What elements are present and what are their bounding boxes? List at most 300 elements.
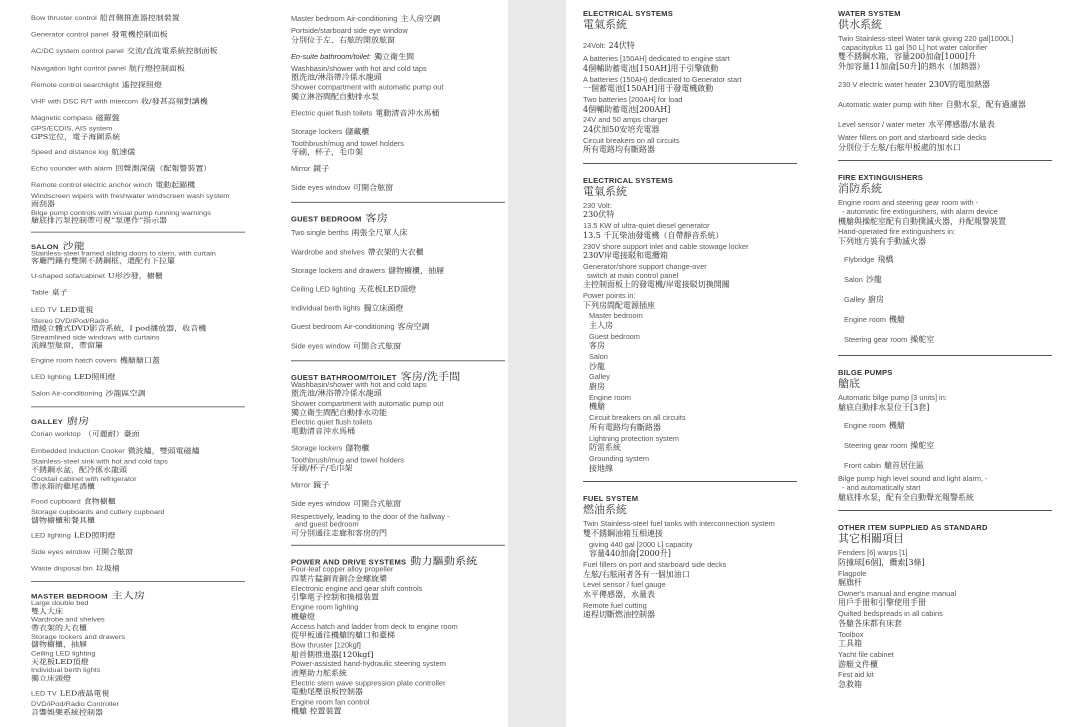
spec-item-zh: 環繞立體式DVD影音系統，I pod播放器，收音機 — [31, 324, 207, 333]
spec-item-en: Side eyes window — [31, 547, 91, 556]
spec-item — [291, 280, 513, 297]
spec-item-en: Remote control electric anchor winch — [31, 181, 153, 189]
spec-item — [31, 93, 253, 108]
spec-item-zh: 儲物櫥櫃，抽屜 — [388, 266, 445, 275]
spec-item — [291, 661, 513, 678]
spec-item-en: Waste disposal bin — [31, 564, 93, 572]
spec-item — [291, 103, 513, 120]
spec-item — [31, 9, 253, 24]
section-title-zh: 供水系統 — [838, 18, 882, 31]
section-title-zh: 沙龍 — [62, 240, 85, 252]
spec-item — [291, 47, 513, 64]
spec-item — [291, 9, 513, 26]
spec-item-en: U-shaped sofa/cabinet — [31, 272, 105, 280]
spec-item-en: Cocktail cabinet with refrigerator — [31, 474, 137, 483]
section-title: FIRE EXTINGUISHERS — [838, 173, 924, 183]
section-divider — [583, 481, 797, 482]
spec-item — [31, 493, 253, 508]
spec-item — [838, 249, 1060, 267]
spec-item — [291, 381, 513, 398]
spec-item — [838, 455, 1060, 473]
spec-item-zh: 容量440加侖[2000升] — [589, 549, 671, 559]
spec-item — [583, 602, 805, 620]
spec-item-en: Engine room fan control — [291, 697, 370, 707]
spec-item-en: Water fillers on port and starboard side decks — [838, 133, 987, 143]
spec-item-zh: 液壓助力舵系統 — [291, 668, 347, 678]
spec-item-zh: 主人房 — [589, 320, 613, 330]
spec-item-zh: 13.5 千瓦柴油發電機（自帶靜音系統） — [583, 230, 724, 240]
section-title: ELECTRICAL SYSTEMS — [583, 9, 673, 18]
spec-item — [583, 222, 805, 240]
spec-item-en: 24Volt: — [583, 41, 606, 50]
section-divider — [31, 406, 245, 407]
spec-item-en: 24V and 50 amps charger — [583, 115, 669, 125]
spec-item-zh: 左舷/右舷兩者各有一個加油口 — [583, 569, 690, 579]
spec-item — [291, 642, 513, 659]
spec-item-en: Washbasin/shower with hot and cold taps — [291, 64, 427, 73]
section-heading — [838, 368, 1060, 377]
spec-item-zh: 操舵室 — [910, 440, 935, 450]
section-title-zh: 艙底 — [838, 377, 860, 391]
spec-item — [291, 84, 513, 101]
section-divider — [31, 232, 245, 233]
spec-item-en: Side eyes window — [291, 341, 351, 350]
spec-item-zh: 回聲測深儀（配報警裝置） — [115, 164, 212, 173]
section-title: ELECTRICAL SYSTEMS — [583, 175, 673, 185]
spec-item — [291, 28, 513, 45]
spec-item-en: Corian worktop — [31, 430, 81, 438]
spec-item — [31, 509, 253, 524]
spec-item-en: Master bedroom Air-conditioning — [291, 14, 398, 23]
spec-item-zh: 儲物櫥櫃和餐具櫃 — [31, 516, 95, 524]
spec-item-zh: 電動起錨機 — [155, 181, 196, 189]
column-2 — [291, 9, 513, 723]
spec-item — [838, 329, 1060, 347]
spec-item — [583, 312, 805, 330]
spec-item — [583, 541, 805, 559]
spec-item-en: Front cabin — [844, 461, 881, 471]
spec-item-en: Embedded Induction Cooker — [31, 447, 125, 455]
spec-item-en: Steering gear room — [844, 335, 908, 345]
section-title: FUEL SYSTEM — [583, 494, 639, 504]
spec-section — [31, 592, 253, 716]
spec-item-zh: LED照明燈 — [73, 373, 116, 381]
spec-item-zh: 儲物櫃 — [345, 443, 370, 452]
spec-section — [31, 417, 253, 574]
spec-item-zh: （可麗耐）臺面 — [83, 430, 140, 438]
section-heading — [583, 494, 805, 503]
spec-item-zh: 沙龍 — [589, 361, 605, 371]
spec-item-zh: 機艙艙口蓋 — [119, 356, 160, 364]
spec-item — [31, 318, 253, 333]
spec-item-en: Windscreen wipers with freshwater windscreen wash system — [31, 192, 230, 200]
spec-item-zh: 4個輔助蓄電池[150AH]用于引擎啟動 — [583, 63, 719, 73]
spec-item-en: Magnetic compass — [31, 114, 93, 122]
spec-item — [31, 526, 253, 541]
spec-item-en: En-suite bathroom/toilet: — [291, 52, 372, 61]
spec-section — [583, 494, 805, 620]
spec-item-en: AC/DC system control panel — [31, 47, 124, 55]
spec-item — [31, 109, 253, 124]
spec-item-en: Large double bed — [31, 599, 89, 607]
spec-item-en-cont: switch at main control panel — [587, 270, 679, 280]
spec-item-en: Generator control panel — [31, 30, 109, 39]
spec-item — [838, 94, 1060, 112]
spec-item-en: Toolbox — [838, 629, 864, 639]
spec-item-en: Stereo DVD/iPod/Radio — [31, 316, 109, 325]
section-heading — [838, 9, 1060, 18]
spec-item-zh: 帶衣架的大衣櫃 — [31, 624, 87, 632]
spec-item-zh: 艙底排污泵控制帶可視“泵運作”指示器 — [31, 217, 168, 225]
spec-item — [838, 289, 1060, 307]
spec-item-en: Food cupboard — [31, 497, 81, 505]
spec-item-en: LED lighting — [31, 373, 71, 381]
spec-item — [291, 400, 513, 417]
spec-item-en: Table — [31, 289, 49, 297]
spec-item-en: 230 Volt: — [583, 200, 612, 210]
spec-section — [291, 214, 513, 352]
spec-item-zh: 可分別通往走廊和客房的門 — [291, 528, 387, 538]
spec-item-zh: 獨立衛生間 — [374, 52, 415, 61]
spec-item — [31, 701, 253, 716]
spec-item-zh: 機艙 — [888, 315, 905, 325]
spec-item — [31, 160, 253, 175]
spec-item — [583, 263, 805, 290]
spec-item — [31, 301, 253, 316]
spec-item-en: Grounding system — [589, 453, 649, 463]
spec-item-zh: 艙底排水泵，配有全自動聲光報警系統 — [838, 492, 974, 502]
section-title: BILGE PUMPS — [838, 368, 893, 378]
spec-item — [838, 309, 1060, 327]
spec-item-zh: 分別位于左、右舷的開放舷窗 — [291, 35, 395, 45]
spec-item — [583, 35, 805, 53]
spec-item — [291, 261, 513, 278]
spec-item-en: Remote fuel cutting — [583, 600, 647, 610]
spec-item-zh: 帶衣架的大衣櫃 — [367, 247, 424, 257]
spec-item — [838, 74, 1060, 92]
spec-item-en: Twin Stainless-steel fuel tanks with interconnection system — [583, 519, 775, 529]
spec-item-zh: 兩張全尺單人床 — [351, 229, 408, 238]
section-heading — [838, 173, 1060, 182]
spec-item-zh: 桌子 — [51, 289, 68, 297]
spec-item-en: Bilge pump controls with visual pump running warnings — [31, 209, 211, 217]
spec-item-en: Circuit breakers on all circuits — [583, 135, 680, 145]
spec-item — [31, 251, 253, 266]
spec-item-en: Shower compartment with automatic pump out — [291, 399, 444, 408]
spec-item — [31, 634, 253, 649]
spec-item-en: Storage lockers and drawers — [291, 266, 386, 275]
spec-item — [838, 35, 1060, 71]
spec-item-zh: 流線型舷窗，帶窗簾 — [31, 341, 103, 350]
spec-item-en: Steering gear room — [844, 440, 908, 450]
spec-item-zh: 引擎電子控制和換檔裝置 — [291, 593, 379, 602]
spec-item-zh: 雙不銹鋼油箱互相連接 — [583, 528, 663, 538]
spec-item — [583, 116, 805, 134]
spec-item-zh: 急救箱 — [838, 679, 862, 689]
spec-item-en: Navigation light control panel — [31, 64, 126, 72]
section-title-zh: 客房 — [365, 212, 388, 225]
spec-item — [583, 435, 805, 453]
spec-section — [291, 372, 513, 538]
spec-section — [291, 557, 513, 715]
spec-item — [31, 210, 253, 225]
spec-item-zh: 水平傳感器，水量表 — [583, 589, 655, 599]
spec-item — [31, 425, 253, 440]
spec-item-en: Generator/shore support change-over — [583, 262, 707, 271]
spec-item-en: Stainless-steel framed sliding doors to stern, with curtain — [31, 249, 216, 258]
spec-item-zh: 電動尾壓浪板控制器 — [291, 687, 363, 697]
spec-item-zh: 垃圾桶 — [95, 564, 120, 572]
spec-item-zh: 廚房 — [589, 382, 605, 392]
section-title: WATER SYSTEM — [838, 9, 901, 18]
spec-item — [291, 585, 513, 602]
spec-item-zh: 獨立床頭燈 — [363, 303, 404, 313]
spec-item-zh: 主人房空調 — [400, 14, 441, 23]
spec-item-zh: 24伏特 — [608, 41, 635, 50]
spec-item-en: Engine room lighting — [291, 603, 359, 612]
spec-item — [31, 385, 253, 400]
spec-item-en: Twin Stainless-steel Water tank giving 220 gal[1000L] — [838, 34, 1014, 43]
spec-item — [31, 59, 253, 74]
spec-item — [291, 476, 513, 493]
spec-item-en: Level sensor / water meter — [838, 119, 926, 129]
spec-item-zh: LED電視 — [59, 305, 94, 314]
spec-item — [31, 668, 253, 683]
section-title-zh: 動力驅動系統 — [410, 555, 478, 568]
spec-item-en: Four-leaf copper alloy propeller — [291, 565, 394, 574]
spec-item — [291, 699, 513, 716]
spec-item-zh: 主控制面板上的發電機/岸電接駁切換開關 — [583, 280, 730, 290]
spec-item — [291, 513, 513, 538]
spec-item — [838, 475, 1060, 502]
section-title: SALON — [31, 243, 59, 251]
spec-item-zh: 分別位于左舷/右舷甲板處的加水口 — [838, 142, 961, 152]
spec-item-zh: 獨立衛生間配自動排水功能 — [291, 408, 387, 417]
spec-item — [291, 623, 513, 640]
spec-item-zh: 船首側推進器控制裝置 — [99, 13, 180, 22]
spec-item-en: LED lighting — [31, 531, 71, 539]
spec-item-zh: 儲物櫥櫃，抽屜 — [31, 640, 87, 649]
spec-item-zh: 自動水泵，配有過濾器 — [945, 99, 1026, 109]
spec-item — [583, 202, 805, 220]
spec-item — [838, 671, 1060, 689]
spec-item-en: Wardrobe and shelves — [291, 247, 365, 257]
section-title: POWER AND DRIVE SYSTEMS — [291, 558, 407, 567]
spec-item-zh: 可開合舷窗 — [93, 547, 134, 556]
spec-item-en: Hand-operated fire extinguishers in: — [838, 227, 956, 237]
spec-item — [31, 351, 253, 366]
spec-item-en-cont: and guest bedroom — [295, 519, 359, 529]
spec-item-zh: 可開合式舷窗 — [353, 499, 402, 509]
spec-item-zh: LED液晶電視 — [59, 689, 110, 697]
spec-item-en: Streamlined side windows with curtains — [31, 333, 160, 342]
spec-item-zh: 磁羅盤 — [95, 114, 120, 122]
spec-item-en: 230 V electric water heater — [838, 79, 926, 89]
spec-item-zh: 獨立床頭燈 — [31, 674, 71, 683]
spec-item-en: Fuel fillers on port and starboard side decks — [583, 559, 727, 569]
spec-item-en: Guest bedroom Air-conditioning — [291, 322, 395, 332]
spec-item-en: Two batteries [200AH] for load — [583, 94, 683, 104]
spec-section — [838, 173, 1060, 347]
spec-item-zh: 雨刮器 — [31, 200, 55, 208]
section-title-zh: 燃油系統 — [583, 503, 627, 517]
spec-item-en: DVD/iPod/Radio Controller — [31, 700, 119, 708]
spec-item-en: Two single berths — [291, 229, 349, 238]
spec-item-zh: 接地線 — [589, 463, 613, 473]
spec-item-en: Washbasin/shower with hot and cold taps — [291, 380, 427, 389]
spec-item — [838, 610, 1060, 628]
section-divider — [838, 160, 1052, 161]
column-3 — [583, 9, 805, 628]
spec-item-en: Storage cupboards and cutlery cupboard — [31, 508, 165, 516]
spec-item-zh: 雙不銹鋼水箱，容量200加侖[1000]升 — [838, 52, 976, 62]
spec-item — [838, 435, 1060, 453]
section-heading — [838, 523, 1060, 532]
spec-item-zh: 工具箱 — [838, 639, 862, 649]
spec-item-en: Storage lockers — [291, 127, 343, 136]
spec-item-zh: 食物櫥櫃 — [83, 497, 116, 505]
spec-item-zh: 微波爐，雙頭電磁爐 — [127, 447, 200, 455]
section-divider — [291, 202, 505, 203]
spec-item-en: Bow thruster [120kgf] — [291, 641, 361, 650]
spec-item-zh: 沙龍區空調 — [105, 389, 146, 398]
spec-item-en: Guest bedroom — [589, 331, 640, 341]
spec-item-zh: 230伏特 — [583, 210, 615, 220]
spec-item-en: giving 440 gal [2000 L] capacity — [589, 539, 693, 549]
spec-item — [291, 141, 513, 158]
spec-item-zh: 儲藏櫃 — [345, 127, 370, 136]
spec-item — [838, 570, 1060, 588]
spec-item — [583, 55, 805, 73]
spec-item-zh: 牙刷/杯子/毛巾架 — [291, 464, 353, 473]
spec-item — [31, 600, 253, 615]
spec-item-en: A batteries [150AH] dedicated to engine start — [583, 54, 730, 64]
spec-item-zh: 客廳門鑲有雙開不銹鋼框，還配有下拉簾 — [31, 257, 175, 266]
spec-item-zh: 電動清音沖水馬桶 — [375, 108, 440, 117]
spec-item-zh: 艙首居住區 — [883, 461, 924, 471]
spec-item-en: Quilted bedspreads in all cabins — [838, 609, 943, 619]
column-1 — [31, 9, 253, 723]
spec-item-en: Ceiling LED lighting — [31, 649, 96, 658]
spec-item-en: Electric stern wave suppression plate controller — [291, 678, 446, 688]
spec-item-zh: 四葉片錳銅青銅合金螺旋槳 — [291, 574, 387, 583]
spec-item — [838, 114, 1060, 132]
section-title-zh: 電氣系統 — [583, 184, 627, 198]
section-title-zh: 電氣系統 — [583, 18, 627, 31]
spec-item — [291, 317, 513, 334]
spec-item-en: Remote control searchlight — [31, 80, 119, 89]
spec-item — [31, 459, 253, 474]
spec-item — [31, 126, 253, 141]
spec-item-zh: 鏡子 — [313, 481, 330, 490]
spec-item-zh: U形沙發，櫥櫃 — [107, 272, 163, 280]
section-title-zh: 其它相關項目 — [838, 532, 904, 546]
spec-item-en: Power-assisted hand-hydraulic steering system — [291, 660, 446, 669]
spec-item — [838, 590, 1060, 608]
spec-item-en: Salon — [844, 274, 863, 284]
spec-item — [838, 269, 1060, 287]
spec-item-en: Salon Air-conditioning — [31, 389, 103, 398]
spec-item-zh: 不銹鋼水盆，配冷係水龍頭 — [31, 465, 127, 474]
spec-item-en: Toothbrush/mug and towel holders — [291, 455, 404, 465]
spec-item-en: Engine room — [844, 420, 886, 430]
spec-item — [291, 438, 513, 455]
spec-item-zh: 帶冰箱的雞尾酒櫃 — [31, 482, 95, 491]
spec-item-zh: 客房 — [589, 341, 605, 351]
spec-item-en: Owner's manual and engine manual — [838, 588, 957, 598]
spec-item-en: Side eyes window — [291, 183, 351, 193]
spec-item-en: 13.5 KW of ultra-quiet diesel generator — [583, 221, 710, 231]
spec-item-en: Yacht file cabinet — [838, 650, 894, 659]
spec-item-zh: 飛橋 — [877, 254, 894, 264]
spec-item-zh: 音響娛樂系統控制器 — [31, 708, 103, 716]
spec-item-zh: 客房空調 — [397, 322, 430, 332]
spec-item — [31, 42, 253, 57]
spec-section — [583, 176, 805, 473]
spec-item — [31, 143, 253, 158]
spec-item — [291, 65, 513, 82]
spec-item-zh: 鏡子 — [313, 164, 330, 174]
spec-item-en: Storage lockers and drawers — [31, 633, 126, 641]
spec-item-zh: 發電機控制面板 — [111, 30, 168, 39]
spec-item-zh: 各艙各床都有床套 — [838, 618, 902, 628]
spec-item-zh: 機艙 控置裝置 — [291, 706, 342, 716]
spec-item — [583, 137, 805, 155]
spec-item-en: Engine room and steering gear room with - — [838, 198, 979, 208]
spec-item — [838, 134, 1060, 152]
spec-item — [31, 651, 253, 666]
section-heading — [291, 214, 513, 223]
spec-item-zh: 用戶手冊和引擎使用手冊 — [838, 598, 926, 608]
spec-item-en: 230V shore support inlet and cable stowage locker — [583, 241, 749, 251]
spec-item-zh: 牙刷，杯子，毛巾架 — [291, 148, 363, 157]
spec-item-en-cont: - automatic fire extinguishers, with alarm device — [842, 206, 998, 216]
spec-item-zh: 收/發甚高頻對講機 — [141, 97, 208, 105]
spec-section — [838, 9, 1060, 152]
spec-item — [291, 242, 513, 259]
spec-item-en: Echo sounder with alarm — [31, 164, 113, 173]
section-title-zh: 廚房 — [67, 415, 90, 427]
spec-item — [291, 178, 513, 195]
spec-item-zh: 230V的電加熱器 — [928, 79, 990, 89]
spec-item-en: Engine room — [589, 392, 631, 402]
spec-item-zh: 防撞球[6個]，纜索[3條] — [838, 557, 925, 567]
spec-item — [583, 353, 805, 371]
spec-item-zh: 4個輔助蓄電池[200AH] — [583, 104, 671, 114]
spec-item-zh: 船首側推進器[120kgf] — [291, 650, 374, 659]
spec-item-zh: 艉旗杆 — [838, 578, 862, 588]
spec-item-en: Mirror — [291, 164, 311, 174]
spec-item-en: Engine room hatch covers — [31, 356, 117, 364]
spec-item — [291, 494, 513, 511]
spec-item-zh: 所有電路均有斷路器 — [583, 145, 655, 155]
spec-item — [583, 414, 805, 432]
spec-section — [838, 523, 1060, 689]
spec-item-en: Speed and distance log — [31, 147, 109, 156]
spec-item — [838, 394, 1060, 412]
spec-item — [31, 193, 253, 208]
spec-item — [583, 561, 805, 579]
spec-item-en: LED TV — [31, 305, 57, 314]
spec-item — [31, 267, 253, 282]
spec-item — [31, 76, 253, 91]
spec-section — [31, 9, 253, 225]
spec-item-zh: 下列房間配電源插座 — [583, 300, 655, 310]
spec-item-zh: 航行燈控制面板 — [128, 64, 185, 72]
spec-item — [31, 684, 253, 699]
section-divider — [838, 510, 1052, 511]
spec-item — [291, 419, 513, 436]
